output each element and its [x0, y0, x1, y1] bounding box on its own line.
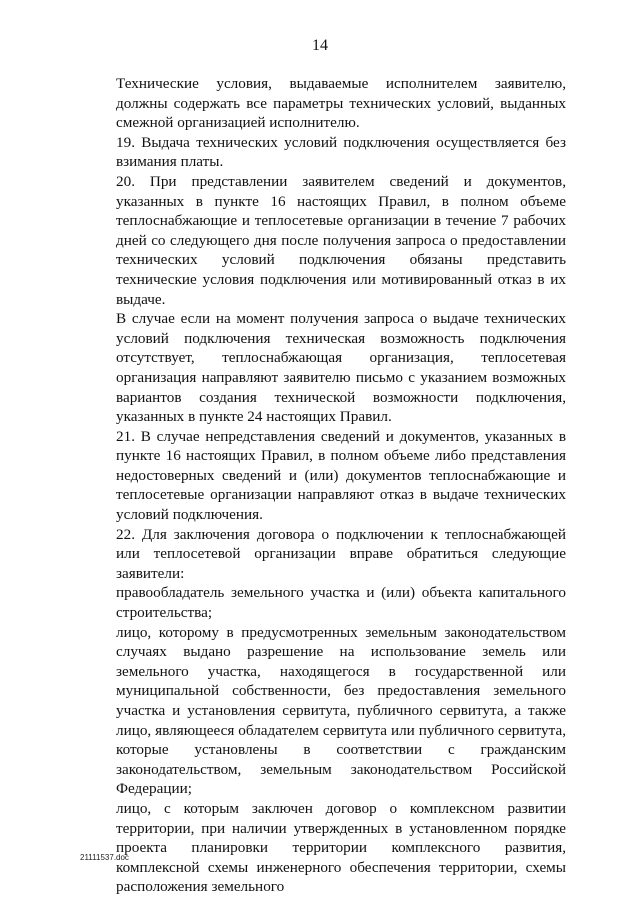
- paragraph-technical-conditions-content: Технические условия, выдаваемые исполнителем заявителю, должны содержать все параметры технических условий, выданных смежной организацией исполнителю.: [116, 75, 566, 132]
- page-number: 14: [312, 37, 328, 54]
- list-item-development-contract: лицо, с которым заключен договор о комплексном развитии территории, при наличии утвержденных в установленном порядке проекта планировки территории комплексного развития, комплексной схемы инженерного обеспечения территории, схемы расположения земельного: [116, 799, 566, 896]
- list-item-rightholder: правообладатель земельного участка и (или) объекта капитального строительства;: [116, 584, 566, 622]
- file-name-footer: 21111537.doc: [80, 853, 129, 862]
- list-item-permit-holder: лицо, которому в предусмотренных земельным законодательством случаях выдано разрешение на использование земель или земельного участка, находящегося в государственной или муниципальной собственности, без предоставления земельного участка и установления сервитута, публичного сервитута, а также лицо, являющееся обладателем сервитута или публичного сервитута, которые установлены в соответствии с гражданским законодательством, земельным законодательством Российской Федерации;: [116, 623, 566, 798]
- paragraph-item-20: 20. При представлении заявителем сведений и документов, указанных в пункте 16 настоящих Правил, в полном объеме теплоснабжающие и теплосетевые организации в течение 7 рабочих дней со следующего дня после получения запроса о предоставлении технических условий подключения обязаны представить технические условия подключения или мотивированный отказ в их выдаче.: [116, 172, 566, 308]
- paragraph-item-22: 22. Для заключения договора о подключении к теплоснабжающей или теплосетевой организации вправе обратиться следующие заявители:: [116, 525, 566, 582]
- paragraph-item-19: 19. Выдача технических условий подключения осуществляется без взимания платы.: [116, 133, 566, 171]
- document-body: [116, 74, 566, 897]
- paragraph-no-technical-possibility: В случае если на момент получения запроса о выдаче технических условий подключения техническая возможность подключения отсутствует, теплоснабжающая организация, теплосетевая организация направляют заявителю письмо с указанием возможных вариантов создания технической возможности подключения, указанных в пункте 24 настоящих Правил.: [116, 310, 566, 426]
- paragraph-item-21: 21. В случае непредставления сведений и документов, указанных в пункте 16 настоящих Правил, в полном объеме либо представления недостоверных сведений и (или) документов теплоснабжающие и теплосетевые организации направляют отказ в выдаче технических условий подключения.: [116, 427, 566, 524]
